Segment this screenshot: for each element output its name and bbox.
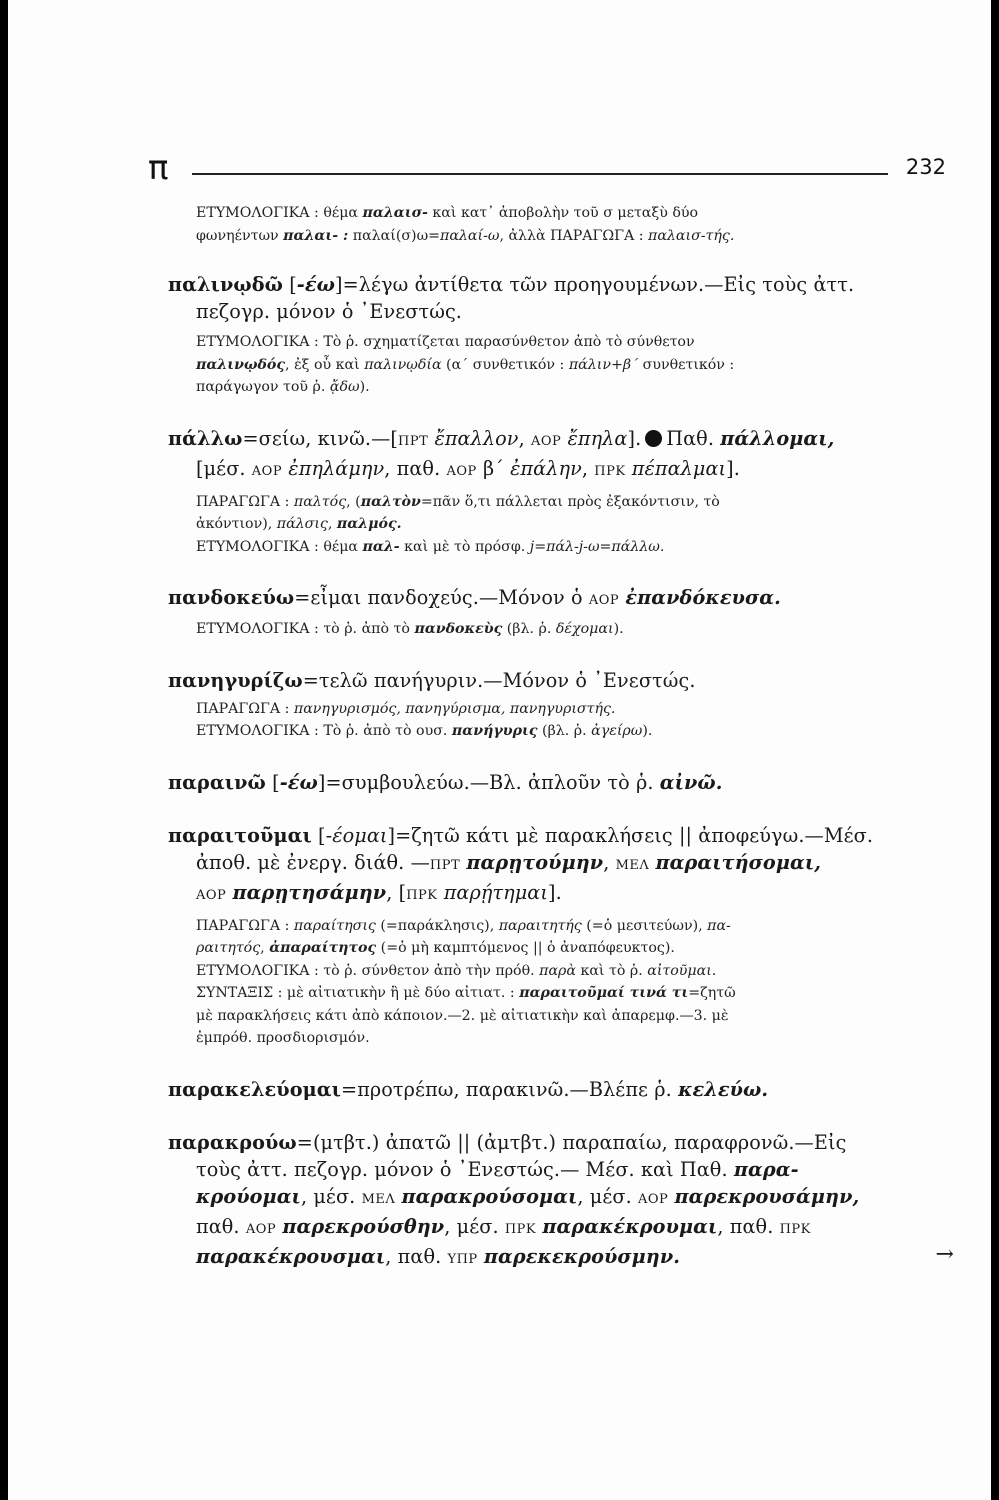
bullet-dot-icon: [645, 430, 662, 447]
page-number: 232: [905, 155, 946, 179]
lemma: παρακελεύομαι: [168, 1077, 342, 1101]
lemma: παραιτοῦμαι: [168, 823, 312, 847]
entry-pandokeuo: [168, 584, 946, 641]
entry-headline: παρακρούω=(μτβτ.) ἀπατῶ || (ἀμτβτ.) παραπαίω, παραφρονῶ.—Εἰς: [168, 1130, 847, 1154]
etymology-line: ΕΤΥΜΟΛΟΓΙΚΑ : θέμα παλ- καὶ μὲ τὸ πρόσφ. j=πάλ-j-ω=πάλλω.: [196, 538, 665, 555]
section-letter: π: [148, 148, 169, 188]
entry-headline: πανδοκεύω=εἶμαι πανδοχεύς.—Μόνον ὁ ΑΟΡ ἐπανδόκευσα.: [168, 586, 781, 609]
entry-paraitoumai: [168, 822, 946, 1050]
lemma: πάλλω: [168, 426, 243, 450]
lemma: πανηγυρίζω: [168, 668, 303, 692]
header-rule: [192, 173, 888, 175]
entry-parakeleuomai: [168, 1076, 946, 1103]
entry-headline-cont: ἀποθ. μὲ ἐνεργ. διάθ. —ΠΡΤ παρῃτούμην, ΜΕΛ παραιτήσομαι,: [196, 850, 821, 874]
entry-headline-cont: τοὺς ἀττ. πεζογρ. μόνον ὁ ᾿Ενεστώς.— Μέσ. καὶ Παθ. παρα-: [196, 1157, 799, 1181]
entry-headline-cont: ΑΟΡ παρῃτησάμην, [ΠΡΚ παρῄτημαι].: [196, 880, 562, 904]
continue-arrow-icon: →: [935, 1241, 954, 1267]
dictionary-page: [8, 0, 991, 1500]
page-header: [148, 148, 946, 188]
etymology-line: ΕΤΥΜΟΛΟΓΙΚΑ : τὸ ῥ. ἀπὸ τὸ πανδοκεὺς (βλ. ῥ. δέχομαι).: [196, 621, 624, 637]
entry-pallo: [168, 425, 946, 559]
etymology-line: παλινῳδός, ἐξ οὗ καὶ παλινῳδία (α΄ συνθετικόν : πάλιν+β΄ συνθετικόν :: [196, 356, 735, 373]
derivatives-line: ραιτητός, ἀπαραίτητος (=ὁ μὴ καμπτόμενος || ὁ ἀναπόφευκτος).: [196, 940, 675, 956]
derivatives-line: ΠΑΡΑΓΩΓΑ : παραίτησις (=παράκλησις), παραιτητής (=ὁ μεσιτεύων), πα-: [196, 917, 731, 934]
entry-headline-cont: παθ. ΑΟΡ παρεκρούσθην, μέσ. ΠΡΚ παρακέκρουμαι, παθ. ΠΡΚ: [196, 1214, 811, 1238]
derivatives-line: ΠΑΡΑΓΩΓΑ : πανηγυρισμός, πανηγύρισμα, πανηγυριστής.: [196, 700, 616, 717]
etymology-line: φωνηέντων παλαι- : παλαί(σ)ω=παλαί-ω, ἀλλὰ ΠΑΡΑΓΩΓΑ : παλαισ-τής.: [196, 227, 735, 244]
entry-headline-cont: κρούομαι, μέσ. ΜΕΛ παρακρούσομαι, μέσ. ΑΟΡ παρεκρουσάμην,: [196, 1184, 860, 1208]
entry-paraino: [168, 769, 946, 796]
entry-palinodo: [168, 271, 946, 399]
lemma: παρακρούω: [168, 1130, 297, 1154]
entry-headline: παραιτοῦμαι [-έομαι]=ζητῶ κάτι μὲ παρακλήσεις || ἀποφεύγω.—Μέσ.: [168, 823, 874, 847]
syntax-line: ΣΥΝΤΑΞΙΣ : μὲ αἰτιατικὴν ἢ μὲ δύο αἰτιατ. : παραιτοῦμαί τινά τι=ζητῶ: [196, 985, 736, 1001]
entry-headline: παλινῳδῶ [-έω]=λέγω ἀντίθετα τῶν προηγουμένων.—Εἰς τοὺς ἀττ.: [168, 273, 855, 296]
entry-headline: παραινῶ [-έω]=συμβουλεύω.—Βλ. ἀπλοῦν τὸ ῥ. αἰνῶ.: [168, 770, 723, 794]
entry-headline: παρακελεύομαι=προτρέπω, παρακινῶ.—Βλέπε ῥ. κελεύω.: [168, 1077, 769, 1101]
lemma: παλινῳδῶ: [168, 273, 283, 296]
entry-headline-cont: παρακέκρουσμαι, παθ. ΥΠΡ παρεκεκρούσμην. →: [196, 1241, 954, 1268]
etymology-line: παράγωγον τοῦ ῥ. ᾄδω).: [196, 379, 370, 395]
entry-headline: πάλλω=σείω, κινῶ.—[ΠΡΤ ἔπαλλον, ΑΟΡ ἔπηλα]. Παθ. πάλλομαι,: [168, 426, 835, 450]
lemma: πανδοκεύω: [168, 586, 295, 609]
lemma: παραινῶ: [168, 770, 266, 794]
etymology-line: ΕΤΥΜΟΛΟΓΙΚΑ : Τὸ ῥ. σχηματίζεται παρασύνθετον ἀπὸ τὸ σύνθετον: [196, 334, 695, 350]
entry-headline: πανηγυρίζω=τελῶ πανήγυριν.—Μόνον ὁ ᾿Ενεστώς.: [168, 668, 696, 692]
entry-panigyrizo: [168, 667, 946, 743]
etymology-line: ΕΤΥΜΟΛΟΓΙΚΑ : θέμα παλαισ- καὶ κατ᾿ ἀποβολὴν τοῦ σ μεταξὺ δύο: [196, 205, 699, 221]
etymology-line: ΕΤΥΜΟΛΟΓΙΚΑ : Τὸ ῥ. ἀπὸ τὸ ουσ. πανήγυρις (βλ. ῥ. ἀγείρω).: [196, 723, 653, 739]
entry-headline-cont: πεζογρ. μόνον ὁ ᾿Ενεστώς.: [196, 300, 463, 323]
derivatives-line: ΠΑΡΑΓΩΓΑ : παλτός, (παλτὸν=πᾶν ὅ,τι πάλλεται πρὸς ἐξακόντισιν, τὸ: [196, 493, 720, 510]
etymology-line: ΕΤΥΜΟΛΟΓΙΚΑ : τὸ ῥ. σύνθετον ἀπὸ τὴν πρόθ. παρὰ καὶ τὸ ῥ. αἰτοῦμαι.: [196, 962, 717, 979]
syntax-line: ἐμπρόθ. προσδιορισμόν.: [196, 1030, 370, 1046]
entry-palaio-etymology: [168, 202, 946, 247]
syntax-line: μὲ παρακλήσεις κάτι ἀπὸ κάποιον.—2. μὲ αἰτιατικὴν καὶ ἀπαρεμφ.—3. μὲ: [196, 1007, 729, 1024]
entry-headline-cont: [μέσ. ΑΟΡ ἐπηλάμην, παθ. ΑΟΡ β΄ ἐπάλην, ΠΡΚ πέπαλμαι].: [196, 456, 740, 480]
entry-parakrouo: [168, 1129, 954, 1273]
derivatives-line: ἀκόντιον), πάλσις, παλμός.: [196, 516, 402, 532]
page-content: [168, 202, 954, 1299]
